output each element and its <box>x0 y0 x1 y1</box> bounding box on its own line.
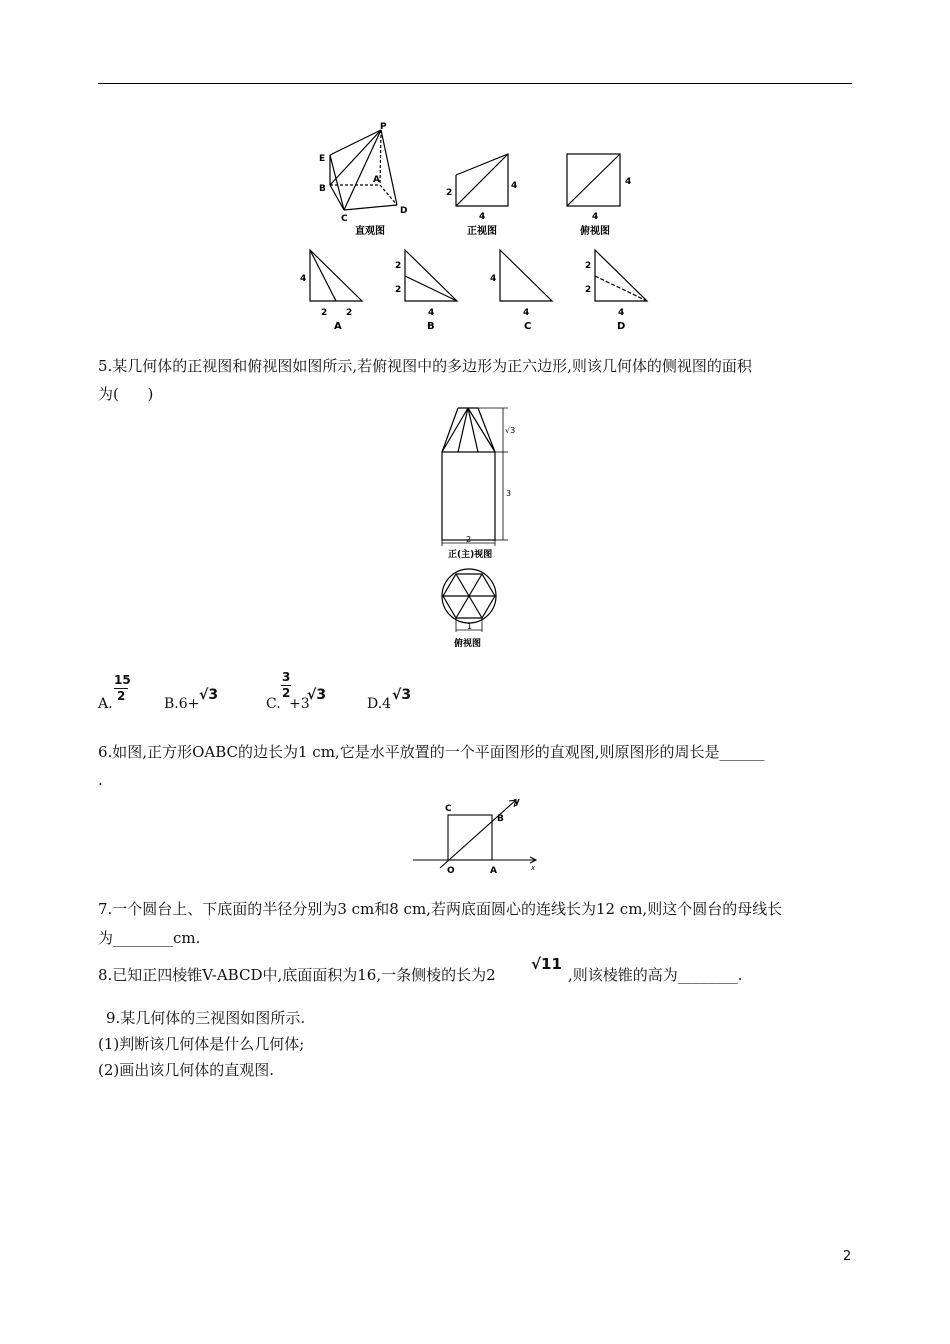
option-d-label: D <box>617 321 626 332</box>
option-a-dim-2: 2 <box>346 308 353 318</box>
q5-option-b: B.6+ <box>164 696 200 712</box>
header-rule <box>98 83 852 84</box>
q5-top-view <box>430 566 520 656</box>
caption-front-main: 正(主)视图 <box>448 550 493 560</box>
q8-post: ,则该棱锥的高为________. <box>568 966 743 984</box>
caption-top-view: 俯视图 <box>454 639 482 649</box>
q7-line1: 7.一个圆台上、下底面的半径分别为3 cm和8 cm,若两底面圆心的连线长为12 cm,则这个圆台的母线长 <box>98 900 783 918</box>
option-d-shape <box>595 250 647 301</box>
label-c: C <box>341 214 348 224</box>
caption-top: 俯视图 <box>580 226 610 237</box>
q5-option-a-frac-num: 15 <box>114 673 131 687</box>
q5-option-c-rad: √3 <box>307 687 327 703</box>
caption-front: 正视图 <box>467 226 497 237</box>
q6-label-y: y <box>514 797 520 807</box>
label-d: D <box>400 206 408 216</box>
q6-label-o: O <box>447 866 455 876</box>
q9-line3: (2)画出该几何体的直观图. <box>98 1061 275 1079</box>
option-d-dim-2: 2 <box>585 285 592 295</box>
q5-option-c: C. <box>266 696 281 712</box>
dim-3: 3 <box>506 489 512 498</box>
option-c-label: C <box>524 321 532 332</box>
front-dim-bottom: 4 <box>479 212 486 222</box>
front-view-shape <box>456 154 508 206</box>
option-c-shape <box>500 250 552 301</box>
q5-option-a-frac-den: 2 <box>117 689 126 703</box>
q5-option-a: A. <box>98 696 113 712</box>
label-a: A <box>373 175 380 185</box>
option-b-dim-2: 2 <box>395 285 402 295</box>
option-d-dim-1: 2 <box>585 261 592 271</box>
q5-line1: 5.某几何体的正视图和俯视图如图所示,若俯视图中的多边形为正六边形,则该几何体的侧视图的面积 <box>98 357 752 375</box>
q5-front-view <box>430 404 520 564</box>
q5-option-d: D.4 <box>367 696 392 712</box>
option-b-dim-3: 4 <box>428 308 435 318</box>
q6-figure <box>410 790 545 880</box>
front-dim-left: 2 <box>446 188 453 198</box>
label-b: B <box>319 184 326 194</box>
option-c-dim-w: 4 <box>523 308 530 318</box>
option-a-dim-h: 4 <box>300 274 307 284</box>
top-dim-bottom: 4 <box>592 212 599 222</box>
dim-sqrt3: √3 <box>505 426 516 435</box>
option-a-dim-1: 2 <box>321 308 328 318</box>
top-dim-right: 4 <box>625 177 632 187</box>
dim-1: 1 <box>467 622 473 631</box>
q6-line2: . <box>98 771 103 789</box>
q5-option-b-rad: √3 <box>199 687 219 703</box>
dim-2: 2 <box>466 535 472 544</box>
option-d-dim-3: 4 <box>618 308 625 318</box>
q5-line2: 为( ) <box>98 385 154 403</box>
q5-option-c-mid: +3 <box>289 696 310 712</box>
q6-label-c: C <box>445 804 452 814</box>
option-b-shape <box>405 250 457 301</box>
q5-option-d-rad: √3 <box>392 687 412 703</box>
label-p: P <box>380 122 387 132</box>
q8-radical: √11 <box>531 955 562 973</box>
q6-label-a: A <box>490 866 497 876</box>
front-dim-right: 4 <box>511 181 518 191</box>
q5-option-c-frac-den: 2 <box>282 686 291 700</box>
q9-line2: (1)判断该几何体是什么几何体; <box>98 1035 305 1053</box>
option-b-label: B <box>427 321 435 332</box>
q4-figure <box>290 118 660 338</box>
q6-label-b: B <box>497 814 504 824</box>
q8-pre: 8.已知正四棱锥V-ABCD中,底面面积为16,一条侧棱的长为2 <box>98 966 496 984</box>
caption-perspective: 直观图 <box>355 226 385 237</box>
page-number: 2 <box>843 1249 852 1264</box>
option-c-dim-h: 4 <box>490 274 497 284</box>
option-a-label: A <box>334 321 342 332</box>
label-e: E <box>319 154 326 164</box>
q6-line1: 6.如图,正方形OABC的边长为1 cm,它是水平放置的一个平面图形的直观图,则原图形的周长是______ <box>98 743 765 761</box>
q7-line2: 为________cm. <box>98 929 201 947</box>
top-view-shape <box>567 154 620 206</box>
q5-option-c-frac-num: 3 <box>282 670 291 684</box>
option-b-dim-1: 2 <box>395 261 402 271</box>
q9-line1: 9.某几何体的三视图如图所示. <box>106 1009 306 1027</box>
q6-label-x: x <box>531 864 536 872</box>
option-a-shape <box>310 250 362 301</box>
solid-perspective <box>330 130 397 210</box>
